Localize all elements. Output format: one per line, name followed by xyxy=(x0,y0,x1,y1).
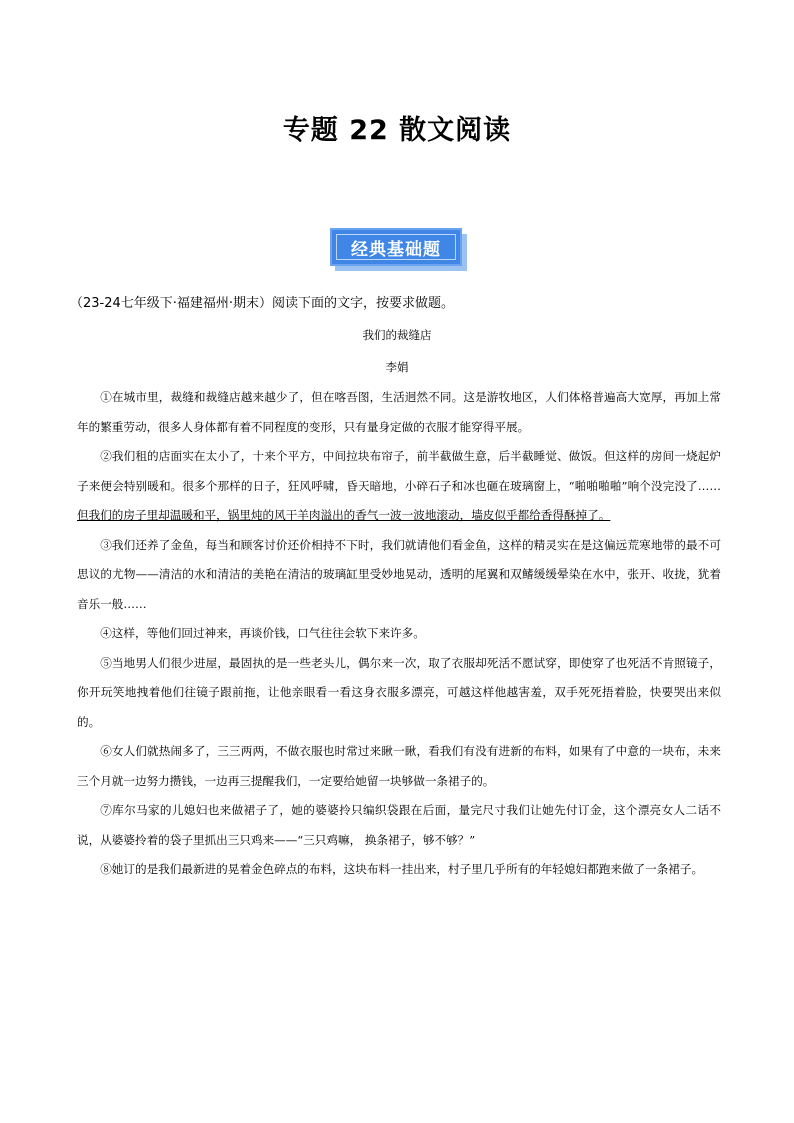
paragraph-6: ⑥女人们就热闹多了，三三两两，不做衣服也时常过来瞅一瞅，看我们有没有进新的布料，如果有了中意的一块布，未来三个月就一边努力攒钱，一边再三提醒我们，一定要给她留一块够做一条裙子的。 xyxy=(77,744,721,788)
paragraph-7: ⑦库尔马家的儿媳妇也来做裙子了，她的婆婆拎只编织袋跟在后面，量完尺寸我们让她先付订金，这个漂亮女人二话不说，从婆婆拎着的袋子里抓出三只鸡来——“三只鸡嘛， 换条裙子，够不够？” xyxy=(77,803,721,847)
article-title: 我们的裁缝店 xyxy=(362,328,432,342)
badge-label: 经典基础题 xyxy=(351,239,441,260)
article-body xyxy=(77,383,721,885)
paragraph-5: ⑤当地男人们很少进屋，最固执的是一些老头儿，偶尔来一次，取了衣服却死活不愿试穿，即使穿了也死活不肯照镜子，你开玩笑地拽着他们往镜子跟前拖，让他亲眼看一看这身衣服多漂亮，可越这样他越害羞，双手死死捂着脸，快要哭出来似的。 xyxy=(77,655,721,729)
paragraph-2-text: ②我们租的店面实在太小了，十来个平方，中间拉块布帘子，前半截做生意，后半截睡觉、做饭。但这样的房间一烧起炉子来便会特别暖和。很多个那样的日子，狂风呼啸，昏天暗地，小碎石子和冰也砸在玻璃窗上，“啪啪啪啪”响个没完没了…… xyxy=(77,449,721,493)
paragraph-1: ①在城市里，裁缝和裁缝店越来越少了，但在喀吾图，生活迥然不同。这是游牧地区，人们体格普遍高大宽厚，再加上常年的繁重劳动，很多人身体都有着不同程度的变形，只有量身定做的衣服才能穿得平展。 xyxy=(77,390,721,434)
paragraph-2 xyxy=(77,442,721,531)
paragraph-3: ③我们还养了金鱼，每当和顾客讨价还价相持不下时，我们就请他们看金鱼，这样的精灵实在是这偏远荒寒地带的最不可思议的尤物——清洁的水和清洁的美艳在清洁的玻璃缸里受妙地晃动，透明的尾翼和双鳍缓缓晕染在水中，张开、收拢，犹着音乐一般…… xyxy=(77,537,721,611)
question-intro: （23-24七年级下·福建福州·期末）阅读下面的文字，按要求做题。 xyxy=(70,296,455,311)
page-title: 专题 22 散文阅读 xyxy=(282,115,512,146)
badge-box xyxy=(330,228,462,266)
article-author: 李娟 xyxy=(385,360,409,374)
section-badge xyxy=(330,228,470,272)
paragraph-4: ④这样，等他们回过神来，再谈价钱，口气往往会软下来许多。 xyxy=(100,626,425,640)
underlined-sentence: 但我们的房子里却温暖和平，锅里炖的风干羊肉溢出的香气一波一波地滚动，墙皮似乎都给香得酥掉了。 xyxy=(77,508,611,522)
paragraph-8: ⑧她订的是我们最新进的晃着金色碎点的布料，这块布料一挂出来，村子里几乎所有的年轻媳妇都跑来做了一条裙子。 xyxy=(100,862,704,876)
